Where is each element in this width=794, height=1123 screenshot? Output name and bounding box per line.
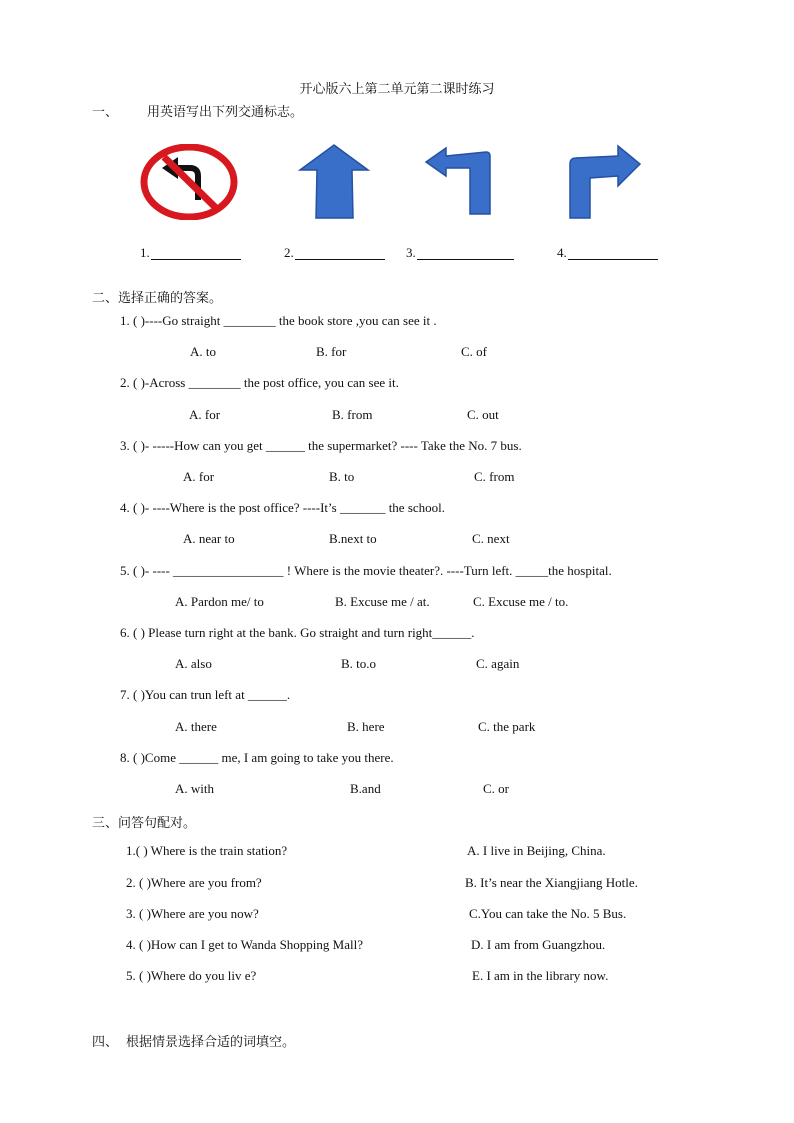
turn-right-arrow-icon <box>566 144 642 220</box>
question-3: 3. ( )- -----How can you get ______ the supermarket? ---- Take the No. 7 bus. <box>120 438 522 453</box>
page-title: 开心版六上第二单元第二课时练习 <box>299 82 495 97</box>
go-straight-arrow-icon <box>298 144 370 220</box>
match-answer-e: E. I am in the library now. <box>472 968 609 983</box>
blank-label-1: 1. <box>140 245 150 260</box>
option-a-7[interactable]: A. there <box>175 719 217 734</box>
option-a-8[interactable]: A. with <box>175 781 214 796</box>
question-6: 6. ( ) Please turn right at the bank. Go straight and turn right______. <box>120 625 475 640</box>
section1-heading: 用英语写出下列交通标志。 <box>147 105 304 120</box>
section4-number: 四、 <box>92 1035 119 1050</box>
match-question-5: 5. ( )Where do you liv e? <box>126 968 257 983</box>
match-answer-d: D. I am from Guangzhou. <box>471 937 606 952</box>
option-b-4[interactable]: B.next to <box>329 531 377 546</box>
option-b-2[interactable]: B. from <box>332 407 373 422</box>
option-b-5[interactable]: B. Excuse me / at. <box>335 594 430 609</box>
option-c-8[interactable]: C. or <box>483 781 509 796</box>
option-c-2[interactable]: C. out <box>467 407 499 422</box>
section3-heading: 三、问答句配对。 <box>92 816 197 831</box>
question-7: 7. ( )You can trun left at ______. <box>120 687 291 702</box>
option-c-7[interactable]: C. the park <box>478 719 536 734</box>
question-5: 5. ( )- ---- _________________ ! Where is the movie theater?. ----Turn left. _____the hospital. <box>120 563 612 578</box>
option-c-1[interactable]: C. of <box>461 344 487 359</box>
section2-heading: 二、选择正确的答案。 <box>92 291 223 306</box>
option-c-4[interactable]: C. next <box>472 531 510 546</box>
option-b-8[interactable]: B.and <box>350 781 381 796</box>
option-a-4[interactable]: A. near to <box>183 531 235 546</box>
match-answer-b: B. It’s near the Xiangjiang Hotle. <box>465 875 638 890</box>
question-1: 1. ( )----Go straight ________ the book store ,you can see it . <box>120 313 437 328</box>
no-left-turn-icon <box>140 144 238 220</box>
question-2: 2. ( )-Across ________ the post office, you can see it. <box>120 375 399 390</box>
blank-label-3: 3. <box>406 245 416 260</box>
option-b-3[interactable]: B. to <box>329 469 355 484</box>
answer-blank-1[interactable] <box>151 259 241 260</box>
option-c-3[interactable]: C. from <box>474 469 515 484</box>
match-question-1: 1.( ) Where is the train station? <box>126 843 288 858</box>
option-a-2[interactable]: A. for <box>189 407 221 422</box>
option-c-5[interactable]: C. Excuse me / to. <box>473 594 569 609</box>
match-question-2: 2. ( )Where are you from? <box>126 875 262 890</box>
answer-blank-4[interactable] <box>568 259 658 260</box>
turn-left-arrow-icon <box>424 144 496 216</box>
blank-label-4: 4. <box>557 245 567 260</box>
answer-blank-2[interactable] <box>295 259 385 260</box>
option-a-5[interactable]: A. Pardon me/ to <box>175 594 264 609</box>
option-b-1[interactable]: B. for <box>316 344 347 359</box>
option-b-7[interactable]: B. here <box>347 719 385 734</box>
match-question-3: 3. ( )Where are you now? <box>126 906 259 921</box>
match-answer-c: C.You can take the No. 5 Bus. <box>469 906 627 921</box>
option-a-3[interactable]: A. for <box>183 469 215 484</box>
match-question-4: 4. ( )How can I get to Wanda Shopping Mall? <box>126 937 363 952</box>
option-c-6[interactable]: C. again <box>476 656 520 671</box>
match-answer-a: A. I live in Beijing, China. <box>467 843 606 858</box>
answer-blank-3[interactable] <box>417 259 514 260</box>
option-a-1[interactable]: A. to <box>190 344 216 359</box>
question-8: 8. ( )Come ______ me, I am going to take you there. <box>120 750 394 765</box>
question-4: 4. ( )- ----Where is the post office? ----It’s _______ the school. <box>120 500 446 515</box>
option-a-6[interactable]: A. also <box>175 656 212 671</box>
blank-label-2: 2. <box>284 245 294 260</box>
section4-heading: 根据情景选择合适的词填空。 <box>126 1035 296 1050</box>
section1-number: 一、 <box>92 105 119 120</box>
option-b-6[interactable]: B. to.o <box>341 656 377 671</box>
